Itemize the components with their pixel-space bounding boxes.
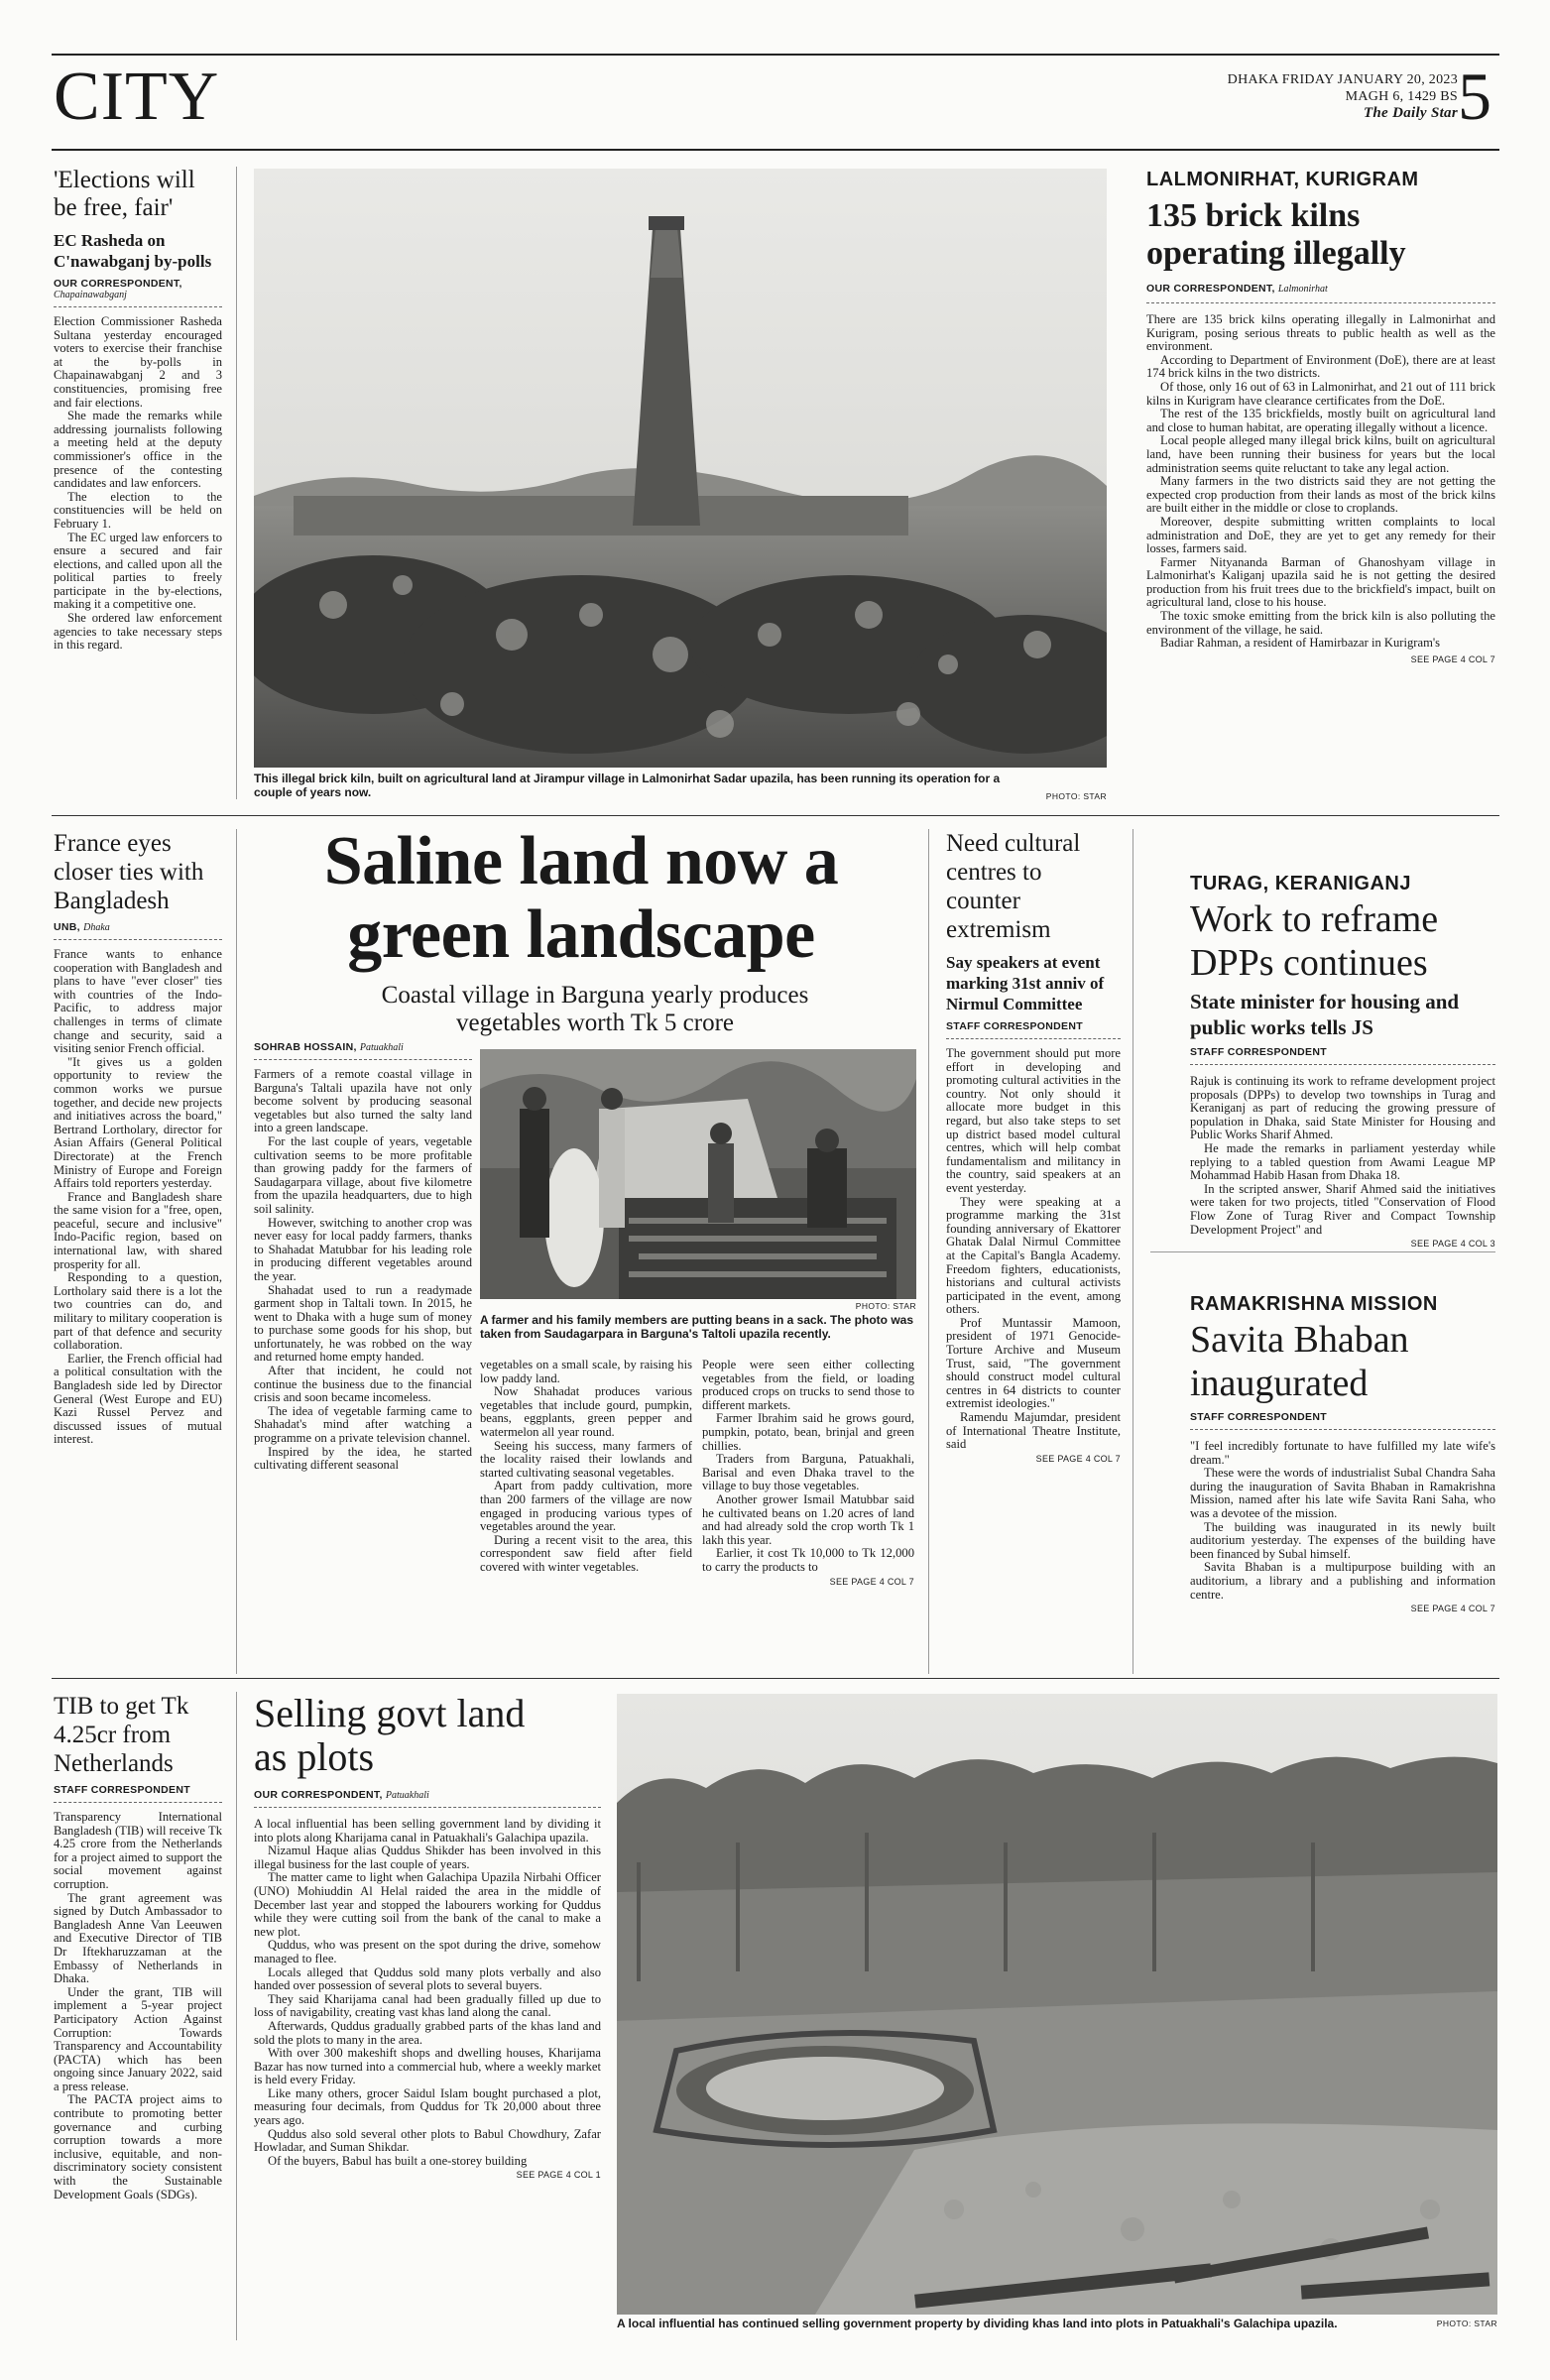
paragraph: Transparency International Bangladesh (TIB) will receive Tk 4.25 crore from the Netherlands for a project aimed to support the social movement against corruption. — [54, 1810, 222, 1891]
cultural-byline: STAFF CORRESPONDENT — [946, 1020, 1083, 1032]
tib-body — [54, 1811, 222, 2202]
divider — [54, 306, 222, 307]
tib-headline: TIB to get Tk 4.25cr from Netherlands — [54, 1693, 189, 1777]
brick-kilns-see-page: SEE PAGE 4 COL 7 — [1410, 654, 1495, 664]
paragraph: Ramendu Majumdar, president of International Theatre Institute, said — [946, 1410, 1121, 1452]
paragraph: She made the remarks while addressing journalists following a meeting held at the deputy commissioner's office in the presence of the contesting candidates and law enforcers. — [54, 409, 222, 491]
paragraph: People were seen either collecting vegetables from the field, or loading produced crops on trucks to send those to different markets. — [702, 1358, 914, 1412]
farmers-photo — [480, 1049, 916, 1299]
cultural-article — [946, 829, 1121, 1464]
paragraph: These were the words of industrialist Subal Chandra Saha during the inauguration of Savita Bhaban in Ramakrishna Mission, named after his late wife Savita Rani Saha, who was a devotee of the mission. — [1190, 1466, 1495, 1520]
paragraph: Local people alleged many illegal brick kilns, built on agricultural land, have been running their business for years but the local administration seems quite reluctant to take any legal action. — [1146, 433, 1495, 475]
paper-logo: The Daily Star — [1363, 105, 1458, 121]
elections-subhead: EC Rasheda on C'nawabganj by-polls — [54, 231, 212, 271]
dpp-subhead: State minister for housing and public works tells JS — [1190, 990, 1460, 1039]
paragraph: A local influential has been selling government land by dividing it into plots along Kharijama canal in Patuakhali's Galachipa upazila. — [254, 1817, 601, 1844]
saline-body-col1 — [254, 1068, 472, 1473]
byline-location: Patuakhali — [359, 1042, 404, 1053]
paragraph: She ordered law enforcement agencies to take necessary steps in this regard. — [54, 611, 222, 653]
dpp-article — [1190, 873, 1495, 1249]
paragraph: They said Kharijama canal had been gradually filled up due to loss of navigability, creating vast khas land along the canal. — [254, 1991, 601, 2020]
saline-col2 — [480, 1359, 692, 1575]
divider — [946, 1038, 1121, 1039]
paragraph: Prof Muntassir Mamoon, president of 1971 Genocide-Torture Archive and Museum Trust, said, "The government should construct model cultural centres in 64 districts to counter extremist ideologies." — [946, 1315, 1121, 1411]
top-rule — [52, 54, 1499, 56]
paragraph: Locals alleged that Quddus sold many plots verbally and also handed over possession of several plots to several buyers. — [254, 1964, 601, 1993]
cultural-see-page: SEE PAGE 4 COL 7 — [1035, 1453, 1121, 1464]
brick-photo-caption-block — [254, 772, 1107, 799]
brick-kilns-headline: 135 brick kilns operating illegally — [1146, 197, 1406, 272]
section-rule — [52, 815, 1499, 816]
paragraph: Seeing his success, many farmers of the locality raised their lowlands and started cultivating seasonal vegetables. — [480, 1438, 692, 1480]
paragraph: "I feel incredibly fortunate to have fulfilled my late wife's dream." — [1190, 1439, 1495, 1467]
paragraph: Earlier, it cost Tk 10,000 to Tk 12,000 to carry the products to — [702, 1546, 914, 1574]
khas-land-photo — [617, 1694, 1497, 2315]
savita-see-page: SEE PAGE 4 COL 7 — [1410, 1604, 1495, 1614]
paragraph: After that incident, he could not continue the business due to the financial crisis and soon became incomeless. — [254, 1364, 472, 1405]
paragraph: He made the remarks in parliament yesterday while replying to a tabled question from Awami League MP Mohammad Habib Hasan from Dhaka 18. — [1190, 1140, 1495, 1183]
paragraph: The rest of the 135 brickfields, mostly built on agricultural land and close to human habitat, are operating illegally without a licence. — [1146, 407, 1495, 434]
paragraph: Badiar Rahman, a resident of Hamirbazar in Kurigram's — [1160, 636, 1441, 651]
farmers-photo-caption: A farmer and his family members are putting beans in a sack. The photo was taken from Saudagarpara in Barguna's Taltoli upazila recently. — [480, 1313, 914, 1341]
dpp-see-page: SEE PAGE 4 COL 3 — [1410, 1239, 1495, 1250]
savita-headline: Savita Bhaban inaugurated — [1190, 1319, 1409, 1404]
govt-land-article — [254, 1692, 601, 2180]
saline-subhead: Coastal village in Barguna yearly produces vegetables worth Tk 5 crore — [381, 982, 809, 1036]
brick-kilns-byline — [1146, 283, 1495, 295]
divider — [54, 939, 222, 940]
paragraph: Afterwards, Quddus gradually grabbed parts of the khas land and sold the plots to many in the area. — [254, 2018, 601, 2047]
brick-kiln-photo — [254, 169, 1107, 768]
cultural-body — [946, 1047, 1121, 1452]
paragraph: Another grower Ismail Matubbar said he cultivated beans on 1.20 acres of land and had already sold the crop worth Tk 1 lakh this year. — [702, 1491, 914, 1547]
paragraph: France wants to enhance cooperation with Bangladesh and plans to have "ever closer" ties with countries of the Indo-Pacific, to address major challenges in terms of climate change and security, said a visiting senior French official. — [54, 947, 222, 1056]
paragraph: The matter came to light when Galachipa Upazila Nirbahi Officer (UNO) Mohiuddin Al Helal raided the area in the middle of December last year and stopped the labourers working for Quddus while they were cutting soil from the bank of the canal to make a new plot. — [254, 1870, 601, 1939]
savita-byline: STAFF CORRESPONDENT — [1190, 1411, 1327, 1423]
paragraph: Rajuk is continuing its work to reframe development project proposals (DPPs) to develop two townships in Turag and Keraniganj as part of reducing the growing pressure of population in Dhaka, said State Minister for Housing and Public Works Sharif Ahmed. — [1190, 1074, 1495, 1142]
savita-body — [1190, 1440, 1495, 1602]
elections-byline — [54, 278, 222, 300]
divider — [1190, 1429, 1495, 1430]
paragraph: Farmers of a remote coastal village in Barguna's Taltali upazila have not only become solvent by producing seasonal vegetables but also turned the salty land into a green landscape. — [254, 1067, 472, 1135]
paragraph: France and Bangladesh share the same vision for a "free, open, peaceful, secure and inclusive" Indo-Pacific region, based on international law, with shared prosperity for all. — [54, 1189, 222, 1271]
divider — [54, 1802, 222, 1803]
elections-headline: 'Elections will be free, fair' — [54, 167, 195, 221]
byline-location: Lalmonirhat — [1277, 284, 1328, 295]
section-title: CITY — [54, 59, 220, 135]
paragraph: During a recent visit to the area, this correspondent saw field after field covered with winter vegetables. — [480, 1532, 692, 1574]
savita-kicker: RAMAKRISHNA MISSION — [1190, 1293, 1438, 1315]
dpp-byline: STAFF CORRESPONDENT — [1190, 1046, 1327, 1058]
paragraph: Savita Bhaban is a multipurpose building with an auditorium, a library and a publishing and information centre. — [1190, 1560, 1495, 1602]
paragraph: Traders from Barguna, Patuakhali, Barisal and even Dhaka travel to the village to buy those vegetables. — [702, 1452, 914, 1493]
masthead-rule — [52, 149, 1499, 151]
saline-body-col3 — [702, 1359, 914, 1575]
paragraph: The toxic smoke emitting from the brick kiln is also polluting the environment of the village, he said. — [1146, 609, 1495, 637]
saline-col3 — [702, 1359, 914, 1587]
paragraph: The PACTA project aims to contribute to promoting better governance and curbing corruption towards a more inclusive, equitable, and non-discriminatory society consistent with the Sustainable Development Goals (SDGs). — [54, 2092, 222, 2202]
paragraph: According to Department of Environment (DoE), there are at least 174 brick kilns in the two districts. — [1146, 352, 1495, 381]
khas-land-photo-credit: PHOTO: STAR — [1436, 2319, 1497, 2328]
paragraph: "It gives us a golden opportunity to review the common works we pursue together, and decide new projects and initiatives across the board," Bertrand Lortholary, director for Asian Affairs (General Political Directorate) at the French Ministry of Europe and Foreign Affairs told reporters yesterday. — [54, 1054, 222, 1191]
column-rule — [236, 1692, 237, 2340]
byline-text: OUR CORRESPONDENT, — [54, 278, 182, 290]
paragraph: Of the buyers, Babul has built a one-storey building — [268, 2153, 528, 2168]
paragraph: Inspired by the idea, he started cultivating different seasonal — [254, 1444, 472, 1473]
paragraph: Responding to a question, Lortholary said there is a lot the two countries can do, and military to military cooperation is part of that defence and security collaboration. — [54, 1270, 222, 1353]
divider — [1190, 1064, 1495, 1065]
article-rule — [1150, 1251, 1495, 1252]
france-body — [54, 948, 222, 1447]
govt-land-byline — [254, 1789, 601, 1801]
khas-land-photo-caption-block — [617, 2317, 1497, 2330]
saline-body-col2 — [480, 1359, 692, 1575]
khas-land-photo-caption: A local influential has continued selling government property by dividing khas land into plots in Patuakhali's Galachipa upazila. — [617, 2317, 1338, 2330]
brick-kilns-article — [1146, 169, 1495, 664]
byline-text: OUR CORRESPONDENT, — [1146, 283, 1275, 295]
france-byline — [54, 921, 222, 933]
brick-photo-credit: PHOTO: STAR — [1045, 791, 1107, 801]
paragraph: Quddus also sold several other plots to Babul Chowdhury, Zafar Howladar, and Suman Shikdar. — [254, 2126, 601, 2155]
byline-text: UNB, — [54, 921, 80, 933]
paragraph: Now Shahadat produces various vegetables that include gourd, pumpkin, beans, eggplants, green pepper and watermelon all year round. — [480, 1384, 692, 1439]
paragraph: Under the grant, TIB will implement a 5-year project Participatory Action Against Corruption: Towards Transparency and Accountability (PACTA) which has been ongoing since January 2022, said a press release. — [54, 1984, 222, 2093]
farmers-photo-caption-block — [480, 1301, 916, 1341]
date-text: DHAKA FRIDAY JANUARY 20, 2023 — [1227, 72, 1458, 87]
paragraph: The grant agreement was signed by Dutch Ambassador to Bangladesh Anne Van Leeuwen and Executive Director of TIB Dr Iftekharuzzaman at the Embassy of Netherlands in Dhaka. — [54, 1890, 222, 1986]
cultural-headline: Need cultural centres to counter extremism — [946, 830, 1081, 943]
savita-article — [1190, 1293, 1495, 1613]
byline-location: Patuakhali — [385, 1790, 429, 1801]
farmers-photo-credit: PHOTO: STAR — [855, 1301, 916, 1311]
bangla-date: MAGH 6, 1429 BS — [1345, 89, 1458, 104]
saline-byline — [254, 1041, 472, 1053]
elections-article — [54, 167, 222, 653]
paragraph: They were speaking at a programme marking the 31st founding anniversary of Ekattorer Ghatak Dalal Nirmul Committee at the Capital's Bangla Academy. Freedom fighters, educationists, historians and cultural activists participated in the event, among others. — [946, 1194, 1121, 1317]
govt-land-headline: Selling govt land as plots — [254, 1691, 526, 1779]
page-number: 5 — [1458, 59, 1491, 134]
paragraph: The building was inaugurated in its newly built auditorium yesterday. The expenses of the building have been financed by Subal himself. — [1190, 1519, 1495, 1561]
govt-land-see-page: SEE PAGE 4 COL 1 — [516, 2170, 601, 2181]
saline-col1 — [254, 1041, 472, 1473]
paragraph: vegetables on a small scale, by raising his low paddy land. — [480, 1358, 692, 1385]
govt-land-body — [254, 1818, 601, 2168]
byline-text: SOHRAB HOSSAIN, — [254, 1041, 357, 1053]
paragraph: Shahadat used to run a readymade garment shop in Taltali town. In 2015, he went to Dhaka with a huge sum of money to purchase some goods for his shop, but unfortunately, he was robbed on the way and returned home empty handed. — [254, 1282, 472, 1365]
divider — [254, 1059, 472, 1060]
france-article — [54, 829, 222, 1447]
column-rule — [928, 829, 929, 1674]
paragraph: Moreover, despite submitting written complaints to local administration and DoE, they are yet to get any remedy for their losses, farmers said. — [1146, 514, 1495, 556]
paragraph: Apart from paddy cultivation, more than 200 farmers of the village are now engaged in producing various types of vegetables around the year. — [480, 1479, 692, 1534]
paragraph: Earlier, the French official had a political consultation with the Bangladesh side led by Director General (West Europe and EU) Kazi Russel Pervez and discussed issues of mutual interest. — [54, 1351, 222, 1447]
paragraph: The idea of vegetable farming came to Shahadat's mind after watching a programme on a private television channel. — [254, 1403, 472, 1446]
column-rule — [236, 829, 237, 1674]
paragraph: Nizamul Haque alias Quddus Shikder has been involved in this illegal business for the last couple of years. — [254, 1844, 601, 1871]
paragraph: The government should put more effort in developing and promoting cultural activities in the country. Not only should it allocate more budget in this regard, but also take steps to set up district based model cultural centres, which will help combat fundamentalism and militancy in the country, said speakers at an event yesterday. — [946, 1046, 1121, 1195]
elections-body — [54, 315, 222, 653]
france-headline: France eyes closer ties with Bangladesh — [54, 830, 204, 914]
byline-text: OUR CORRESPONDENT, — [254, 1789, 383, 1801]
paragraph: Farmer Nityananda Barman of Ghanoshyam village in Lalmonirhat's Kaliganj upazila said he is not getting the desired production from his fruit trees due to the brickfield's impact, built on agricultural land, close to his house. — [1146, 554, 1495, 610]
dpp-kicker: TURAG, KERANIGANJ — [1190, 873, 1411, 894]
paragraph: Election Commissioner Rasheda Sultana yesterday encouraged voters to exercise their franchise at the by-polls in Chapainawabganj 2 and 3 constituencies, promising free and fair elections. — [54, 314, 222, 410]
tib-article — [54, 1692, 222, 2202]
paragraph: There are 135 brick kilns operating illegally in Lalmonirhat and Kurigram, posing serious threats to public health as well as the environment. — [1146, 312, 1495, 354]
cultural-subhead: Say speakers at event marking 31st anniv of Nirmul Committee — [946, 953, 1105, 1013]
paragraph: For the last couple of years, vegetable cultivation seems to be more profitable than growing paddy for the farmers of Saudagarpara village, about five kilometre from the upazila headquarters, due to high soil salinity. — [254, 1133, 472, 1216]
tib-byline: STAFF CORRESPONDENT — [54, 1784, 190, 1796]
byline-location: Chapainawabganj — [54, 290, 127, 300]
paragraph: With over 300 makeshift shops and dwelling houses, Kharijama Bazar has now turned into a commercial hub, where a weekly market is held every Friday. — [254, 2046, 601, 2087]
column-rule — [236, 167, 237, 799]
paragraph: In the scripted answer, Sharif Ahmed said the initiatives were taken for two projects, titled "Conservation of Flood Flow Zone of Turag River and Compact Township Development Project" and — [1190, 1181, 1495, 1237]
paragraph: Like many others, grocer Saidul Islam bought purchased a plot, measuring four decimals, from Quddus for Tk 20,000 about three years ago. — [254, 2085, 601, 2128]
paragraph: The election to the constituencies will be held on February 1. — [54, 489, 222, 531]
brick-kilns-body — [1146, 313, 1495, 651]
paragraph: Many farmers in the two districts said they are not getting the expected crop production from their lands as most of the brick kilns are built either in the middle or close to croplands. — [1146, 474, 1495, 516]
section-rule — [52, 1678, 1499, 1679]
saline-headline: Saline land now a green landscape — [323, 823, 839, 973]
divider — [254, 1807, 601, 1808]
paragraph: Farmer Ibrahim said he grows gourd, pumpkin, potato, bean, brinjal and green chillies. — [702, 1411, 914, 1453]
dpp-body — [1190, 1075, 1495, 1237]
divider — [1146, 302, 1495, 303]
brick-kilns-kicker: LALMONIRHAT, KURIGRAM — [1146, 169, 1419, 190]
saline-see-page: SEE PAGE 4 COL 7 — [829, 1576, 914, 1587]
dateline — [1111, 71, 1458, 122]
byline-location: Dhaka — [83, 922, 110, 933]
brick-photo-caption: This illegal brick kiln, built on agricultural land at Jirampur village in Lalmonirhat Sadar upazila, has been running its operation for a couple of years now. — [254, 772, 1001, 799]
paragraph: Of those, only 16 out of 63 in Lalmonirhat, and 21 out of 111 brick kilns in Kurigram have clearance certificates from the DoE. — [1146, 379, 1495, 408]
dpp-headline: Work to reframe DPPs continues — [1190, 898, 1439, 984]
paragraph: However, switching to another crop was never easy for local paddy farmers, thanks to Shahadat Matubbar for his leading role in producing different vegetables around the year. — [254, 1215, 472, 1283]
paragraph: The EC urged law enforcers to ensure a secured and fair elections, and called upon all the political parties to freely participate in the by-elections, making it a competitive one. — [54, 530, 222, 612]
paragraph: Quddus, who was present on the spot during the drive, somehow managed to flee. — [254, 1938, 601, 1965]
